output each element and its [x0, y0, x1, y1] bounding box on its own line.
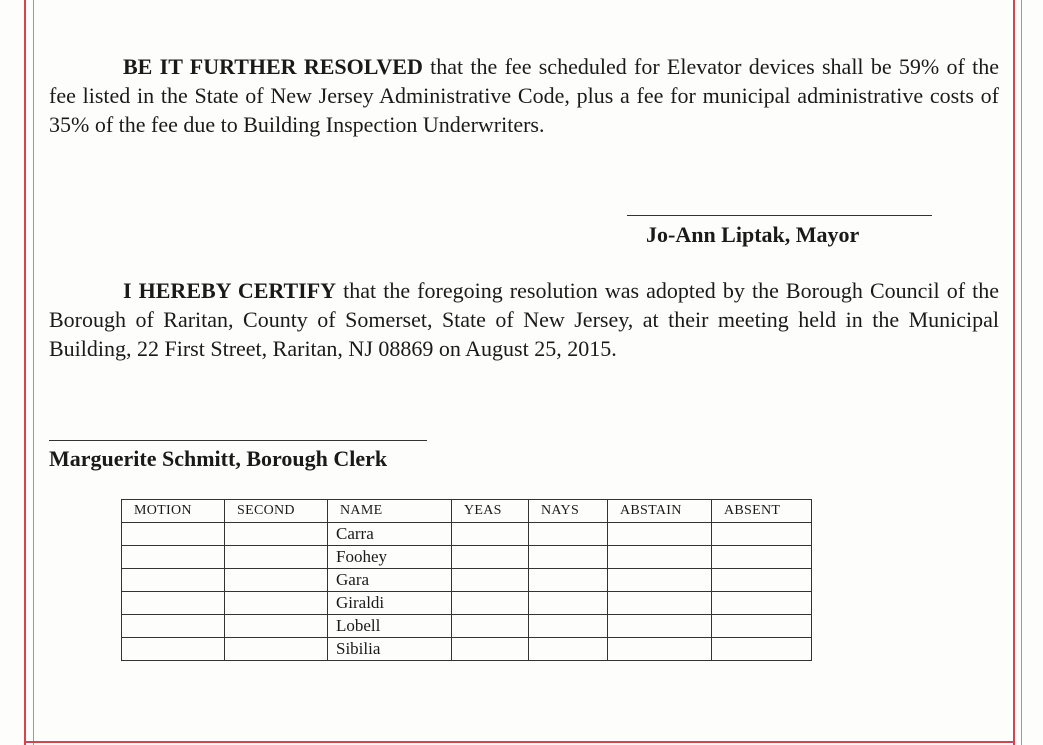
- member-name: Sibilia: [328, 638, 452, 661]
- header-second: SECOND: [225, 500, 328, 523]
- yeas-cell: [452, 615, 529, 638]
- nays-cell: [529, 592, 608, 615]
- table-row: [122, 546, 812, 569]
- member-name: Giraldi: [328, 592, 452, 615]
- header-absent: ABSENT: [712, 500, 812, 523]
- table-row: [122, 523, 812, 546]
- abstain-cell: [608, 569, 712, 592]
- absent-cell: [712, 638, 812, 661]
- header-motion: MOTION: [122, 500, 225, 523]
- motion-cell: [122, 523, 225, 546]
- abstain-cell: [608, 592, 712, 615]
- right-border-inner-line: [1021, 0, 1022, 745]
- absent-cell: [712, 523, 812, 546]
- mayor-signature-line: [627, 215, 932, 216]
- left-border-line: [24, 0, 26, 745]
- abstain-cell: [608, 615, 712, 638]
- header-nays: NAYS: [529, 500, 608, 523]
- nays-cell: [529, 546, 608, 569]
- second-cell: [225, 592, 328, 615]
- certification-paragraph: [49, 276, 999, 363]
- nays-cell: [529, 523, 608, 546]
- bottom-border-line: [24, 741, 1015, 743]
- certification-heading: I HEREBY CERTIFY: [123, 278, 337, 303]
- second-cell: [225, 523, 328, 546]
- header-yeas: YEAS: [452, 500, 529, 523]
- yeas-cell: [452, 638, 529, 661]
- left-border-inner-line: [33, 0, 34, 745]
- header-abstain: ABSTAIN: [608, 500, 712, 523]
- yeas-cell: [452, 569, 529, 592]
- vote-table-header-row: [122, 500, 812, 523]
- abstain-cell: [608, 546, 712, 569]
- absent-cell: [712, 592, 812, 615]
- table-row: [122, 569, 812, 592]
- table-row: [122, 638, 812, 661]
- second-cell: [225, 569, 328, 592]
- absent-cell: [712, 569, 812, 592]
- nays-cell: [529, 569, 608, 592]
- absent-cell: [712, 546, 812, 569]
- motion-cell: [122, 615, 225, 638]
- nays-cell: [529, 638, 608, 661]
- mayor-signature-name: Jo-Ann Liptak, Mayor: [646, 222, 860, 247]
- yeas-cell: [452, 523, 529, 546]
- nays-cell: [529, 615, 608, 638]
- resolution-text: that the fee scheduled for Elevator devices shall be 59% of the fee listed in the State of New Jersey Administrative Code, plus a fee for municipal administrative costs of 35% of the fee due to Building Inspection Underwriters.: [49, 54, 999, 137]
- yeas-cell: [452, 546, 529, 569]
- clerk-signature-name: Marguerite Schmitt, Borough Clerk: [49, 446, 388, 471]
- member-name: Gara: [328, 569, 452, 592]
- abstain-cell: [608, 638, 712, 661]
- member-name: Lobell: [328, 615, 452, 638]
- second-cell: [225, 638, 328, 661]
- table-row: [122, 615, 812, 638]
- vote-table: [121, 499, 812, 661]
- motion-cell: [122, 546, 225, 569]
- second-cell: [225, 546, 328, 569]
- right-border-line: [1013, 0, 1015, 745]
- resolution-paragraph: [49, 52, 999, 139]
- certification-text: that the foregoing resolution was adopted by the Borough Council of the Borough of Raritan, County of Somerset, State of New Jersey, at their meeting held in the Municipal Building, 22 First Street, Raritan, NJ 08869 on August 25, 2015.: [49, 278, 1000, 361]
- header-name: NAME: [328, 500, 452, 523]
- table-row: [122, 592, 812, 615]
- member-name: Carra: [328, 523, 452, 546]
- member-name: Foohey: [328, 546, 452, 569]
- abstain-cell: [608, 523, 712, 546]
- motion-cell: [122, 569, 225, 592]
- yeas-cell: [452, 592, 529, 615]
- motion-cell: [122, 638, 225, 661]
- clerk-signature-line: [49, 440, 427, 441]
- resolution-heading: BE IT FURTHER RESOLVED: [123, 54, 423, 79]
- motion-cell: [122, 592, 225, 615]
- absent-cell: [712, 615, 812, 638]
- second-cell: [225, 615, 328, 638]
